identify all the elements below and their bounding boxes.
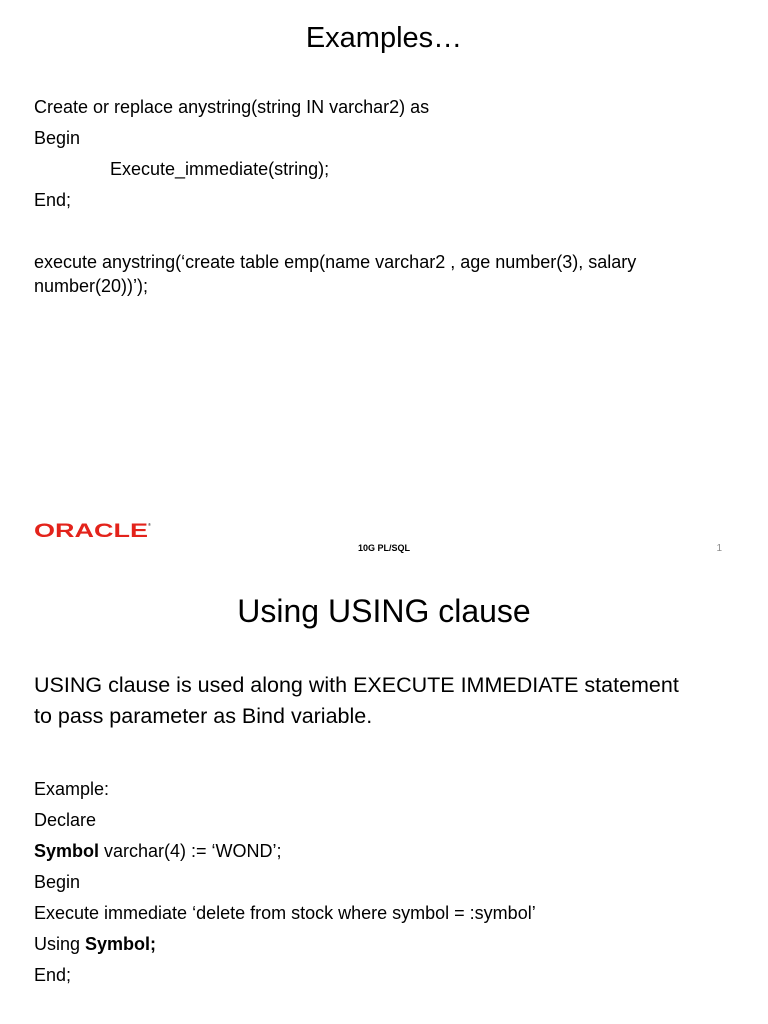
- code-line-end: End;: [34, 190, 72, 210]
- code-line-create: Create or replace anystring(string IN varchar2) as: [34, 97, 430, 117]
- code-line-end: End;: [34, 965, 72, 985]
- example-label: Example:: [34, 779, 110, 799]
- page-number: 1: [716, 543, 722, 554]
- code-line-declare: Declare: [34, 810, 97, 830]
- using-keyword: Using: [34, 934, 86, 954]
- symbol-declaration: varchar(4) := ‘WOND’;: [99, 841, 282, 861]
- execute-line-2: number(20))’);: [34, 276, 149, 296]
- code-line-execute-immediate: Execute_immediate(string);: [110, 159, 330, 179]
- slide-title: Examples…: [305, 22, 463, 54]
- execute-line-1: execute anystring(‘create table emp(name varchar2 , age number(3), salary: [34, 252, 637, 272]
- code-line-begin: Begin: [34, 128, 81, 148]
- code-line-symbol: [34, 840, 282, 862]
- code-line-using: [34, 933, 156, 955]
- code-line-begin: Begin: [34, 872, 81, 892]
- description-line-1: USING clause is used along with EXECUTE IMMEDIATE statement: [34, 673, 679, 697]
- description-line-2: to pass parameter as Bind variable.: [34, 704, 373, 728]
- oracle-logo: [34, 520, 152, 540]
- slide-title: Using USING clause: [237, 593, 531, 629]
- oracle-logo-text: ORACLE: [34, 521, 148, 540]
- symbol-keyword: Symbol: [34, 841, 100, 861]
- registered-mark: ®: [148, 522, 151, 527]
- slide-using-clause: [0, 566, 768, 1024]
- code-line-execute: Execute immediate ‘delete from stock where symbol = :symbol’: [34, 903, 536, 923]
- footer-label: 10G PL/SQL: [357, 543, 410, 553]
- using-symbol: Symbol;: [85, 934, 157, 954]
